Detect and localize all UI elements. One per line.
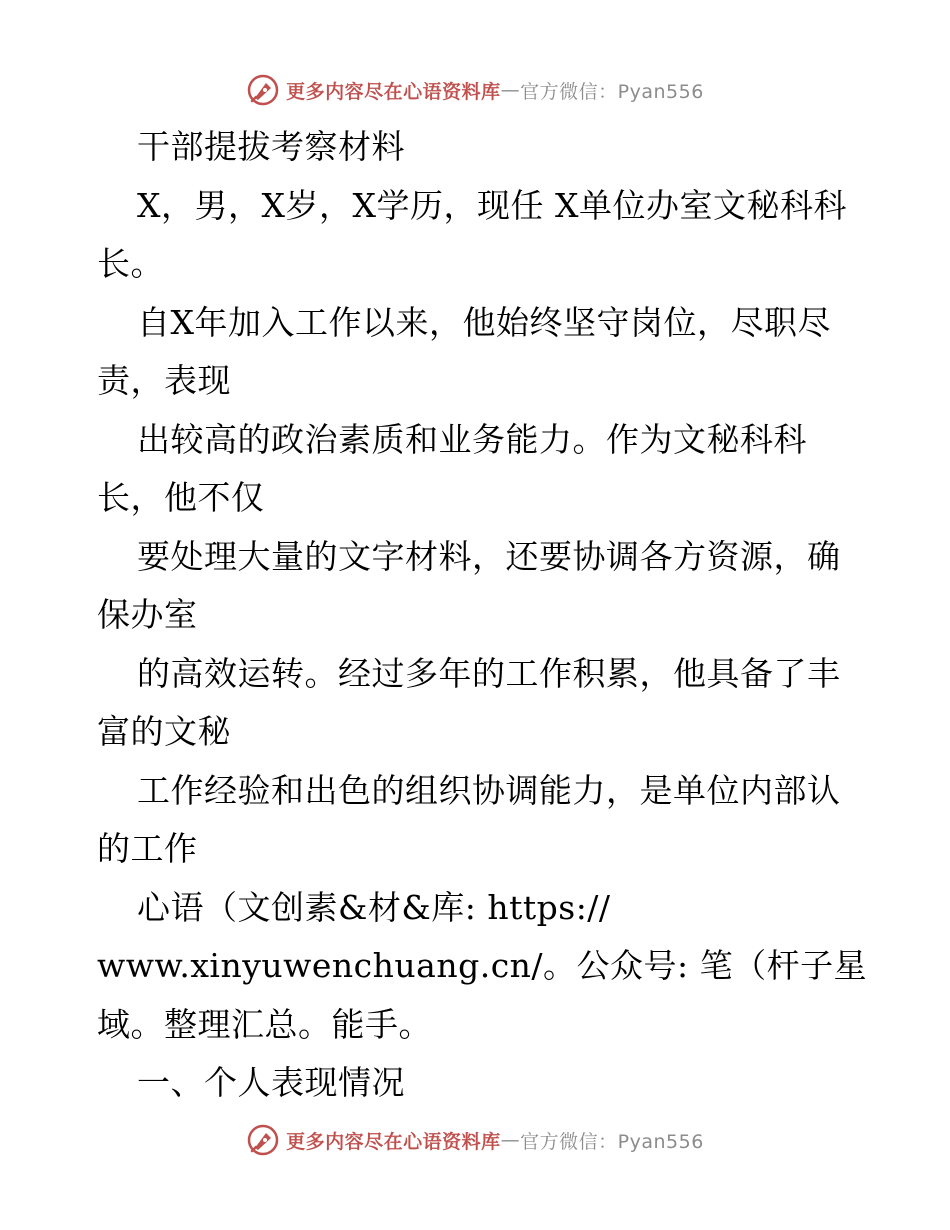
document-title: 干部提拔考察材料 (137, 127, 405, 166)
document-line: www.xinyuwenchuang.cn/。公众号: 笔（杆子星 (97, 946, 868, 985)
header-banner-inner (246, 73, 704, 107)
document-line: 出较高的政治素质和业务能力。作为文秘科科 (137, 419, 807, 459)
document-line: 的高效运转。经过多年的工作积累，他具备了丰 (137, 653, 841, 693)
document-line: 的工作 (97, 829, 198, 868)
pen-nib-logo-icon (246, 73, 280, 107)
footer-contact-text: 官方微信：Pyan556 (520, 1130, 704, 1153)
document-line: 保办室 (97, 595, 198, 634)
header-brand-text: 更多内容尽在心语资料库 (286, 80, 501, 103)
document-line: 长，他不仅 (97, 478, 265, 517)
document-line: 域。整理汇总。能手。 (97, 1004, 432, 1044)
document-line: 自X年加入工作以来，他始终坚守岗位，尽职尽 (137, 302, 831, 342)
document-line: 责，表现 (97, 361, 231, 400)
document-line: 一、个人表现情况 (137, 1063, 405, 1102)
document-line: X，男，X岁，X学历，现任 X单位办室文秘科科 (137, 185, 847, 225)
document-line: 要处理大量的文字材料，还要协调各方资源，确 (137, 536, 841, 576)
footer-banner-inner (246, 1123, 704, 1157)
document-lines (97, 177, 867, 1113)
footer-banner (0, 1120, 950, 1160)
document-line: 工作经验和出色的组织协调能力，是单位内部认 (137, 770, 841, 810)
header-dash: — (500, 79, 521, 101)
pen-nib-logo-icon (246, 1123, 280, 1157)
document-line: 长。 (97, 244, 164, 283)
footer-brand-text: 更多内容尽在心语资料库 (286, 1130, 501, 1153)
document-line: 心语（文创素&材&库: https:// (137, 887, 611, 927)
footer-dash: — (500, 1129, 521, 1151)
document-line: 富的文秘 (97, 712, 231, 751)
header-banner (0, 70, 950, 110)
header-contact-text: 官方微信：Pyan556 (520, 80, 704, 103)
document-body (97, 118, 867, 1113)
